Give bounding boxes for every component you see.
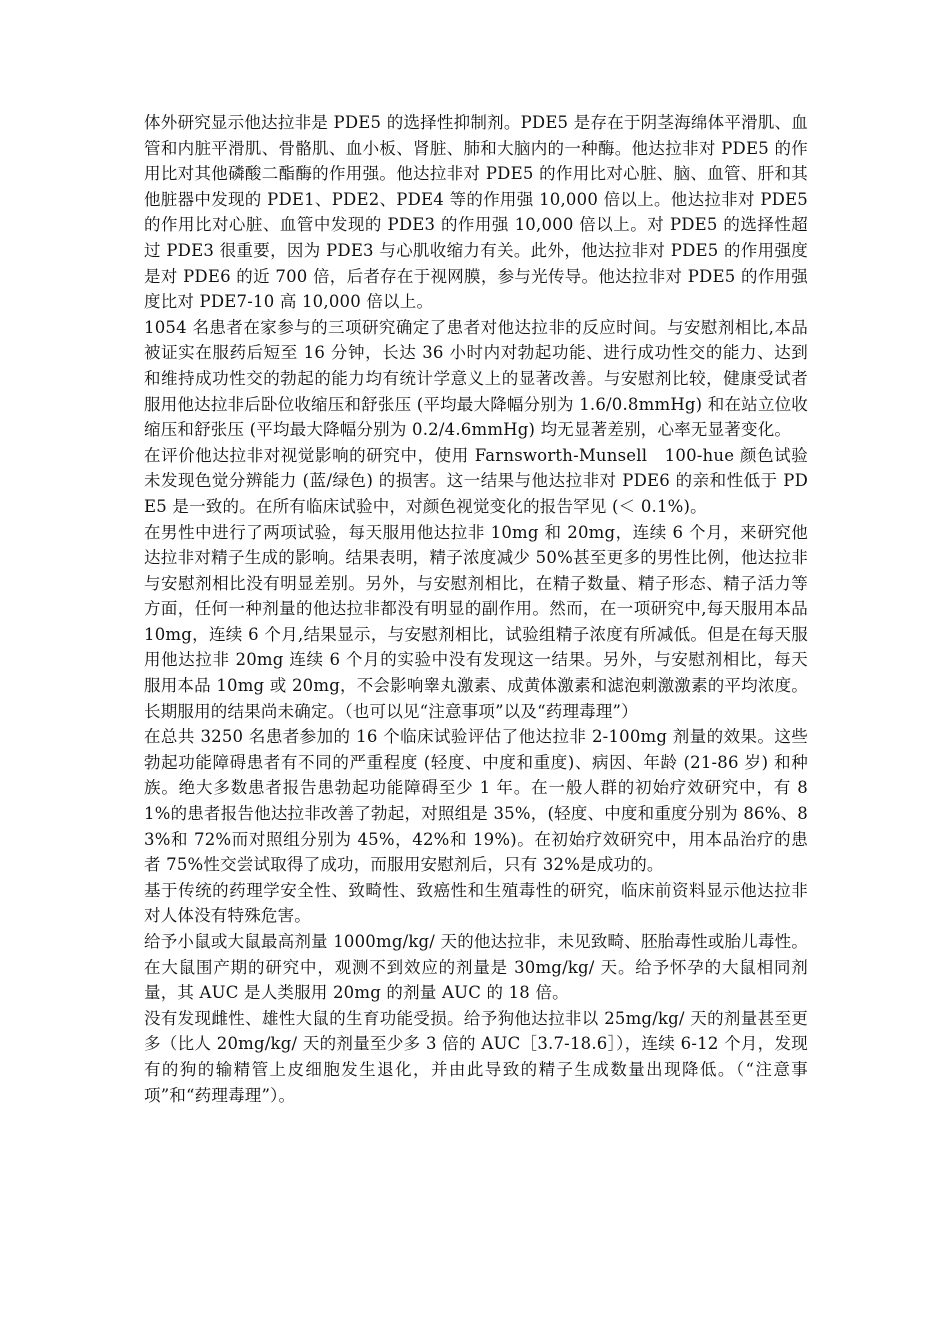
paragraph-teratogenicity: 给予小鼠或大鼠最高剂量 1000mg/kg/ 天的他达拉非，未见致畸、胚胎毒性或胎儿毒性。在大鼠围产期的研究中，观测不到效应的剂量是 30mg/kg/ 天。给予怀孕的大鼠相同剂量，其 AUC 是人类服用 20mg 的剂量 AUC 的 18 倍。 [144,932,808,1003]
paragraph-clinical-trials: 在总共 3250 名患者参加的 16 个临床试验评估了他达拉非 2-100mg 剂量的效果。这些勃起功能障碍患者有不同的严重程度 (轻度、中度和重度)、病因、年龄 (21-86 岁) 和种族。绝大多数患者报告患勃起功能障碍至少 1 年。在一般人群的初始疗效研究中，有 81%的患者报告他达拉非改善了勃起，对照组是 35%，(轻度、中度和重度分别为 86%、83%和 72%而对照组分别为 45%，42%和 19%)。在初始疗效研究中，用本品治疗的患者 75%性交尝试取得了成功，而服用安慰剂后，只有 32%是成功的。 [144,727,808,875]
paragraph-preclinical-safety: 基于传统的药理学安全性、致畸性、致癌性和生殖毒性的研究，临床前资料显示他达拉非对人体没有特殊危害。 [144,880,808,926]
document-page [144,110,808,1108]
paragraph-visual-effects: 在评价他达拉非对视觉影响的研究中，使用 Farnsworth-Munsell 100-hue 颜色试验未发现色觉分辨能力 (蓝/绿色) 的损害。这一结果与他达拉非对 PDE6 的亲和性低于 PDE5 是一致的。在所有临床试验中，对颜色视觉变化的报告罕见 (＜ 0.1%)。 [144,445,808,516]
paragraph-sperm-studies: 在男性中进行了两项试验，每天服用他达拉非 10mg 和 20mg，连续 6 个月，来研究他达拉非对精子生成的影响。结果表明，精子浓度减少 50%甚至更多的男性比例，他达拉非与安慰剂相比没有明显差别。另外，与安慰剂相比，在精子数量、精子形态、精子活力等方面，任何一种剂量的他达拉非都没有明显的副作用。然而，在一项研究中,每天服用本品 10mg，连续 6 个月,结果显示，与安慰剂相比，试验组精子浓度有所减低。但是在每天服用他达拉非 20mg 连续 6 个月的实验中没有发现这一结果。另外，与安慰剂相比，每天服用本品 10mg 或 20mg，不会影响睾丸激素、成黄体激素和滤泡刺激激素的平均浓度。长期服用的结果尚未确定。（也可以见“注意事项”以及“药理毒理”） [144,522,808,721]
paragraph-fertility: 没有发现雌性、雄性大鼠的生育功能受损。给予狗他达拉非以 25mg/kg/ 天的剂量甚至更多（比人 20mg/kg/ 天的剂量至少多 3 倍的 AUC［3.7-18.6］），连续 6-12 个月，发现有的狗的输精管上皮细胞发生退化，并由此导致的精子生成数量出现降低。（“注意事项”和“药理毒理”）。 [144,1008,808,1105]
paragraph-pde5-selectivity: 体外研究显示他达拉非是 PDE5 的选择性抑制剂。PDE5 是存在于阴茎海绵体平滑肌、血管和内脏平滑肌、骨骼肌、血小板、肾脏、肺和大脑内的一种酶。他达拉非对 PDE5 的作用比对其他磷酸二酯酶的作用强。他达拉非对 PDE5 的作用比对心脏、脑、血管、肝和其他脏器中发现的 PDE1、PDE2、PDE4 等的作用强 10,000 倍以上。他达拉非对 PDE5 的作用比对心脏、血管中发现的 PDE3 的作用强 10,000 倍以上。对 PDE5 的选择性超过 PDE3 很重要，因为 PDE3 与心肌收缩力有关。此外，他达拉非对 PDE5 的作用强度是对 PDE6 的近 700 倍，后者存在于视网膜，参与光传导。他达拉非对 PDE5 的作用强度比对 PDE7-10 高 10,000 倍以上。 [144,113,808,312]
paragraph-response-time: 1054 名患者在家参与的三项研究确定了患者对他达拉非的反应时间。与安慰剂相比,本品被证实在服药后短至 16 分钟，长达 36 小时内对勃起功能、进行成功性交的能力、达到和维持成功性交的勃起的能力均有统计学意义上的显著改善。与安慰剂比较，健康受试者服用他达拉非后卧位收缩压和舒张压 (平均最大降幅分别为 1.6/0.8mmHg) 和在站立位收缩压和舒张压 (平均最大降幅分别为 0.2/4.6mmHg) 均无显著差别，心率无显著变化。 [144,317,808,440]
